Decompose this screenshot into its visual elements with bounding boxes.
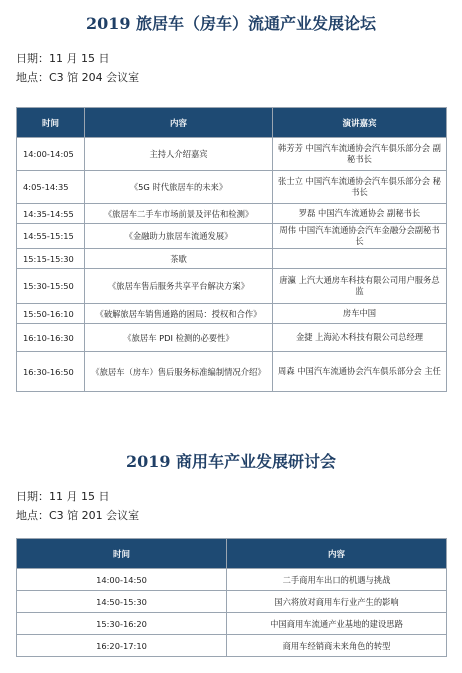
forum2-schedule-table [16,538,447,657]
topic-cell: 《旅居车售后服务共享平台解决方案》 [85,269,273,304]
topic-cell: 二手商用车出口的机遇与挑战 [227,569,447,591]
table-row [17,249,447,269]
topic-cell: 国六将放对商用车行业产生的影响 [227,591,447,613]
speaker-cell: 张士立 中国汽车流通协会汽车俱乐部分会 秘书长 [273,171,447,204]
time-cell: 14:35-14:55 [17,204,85,224]
topic-cell: 《旅居车二手车市场前景及评估和检测》 [85,204,273,224]
header-content: 内容 [227,539,447,569]
table-row [17,635,447,657]
header-content: 内容 [85,108,273,138]
table-header-row [17,108,447,138]
table-row [17,591,447,613]
forum1-title: 2019 旅居车（房车）流通产业发展论坛 [85,14,377,33]
forum2-title: 2019 商用车产业发展研讨会 [125,452,337,471]
time-cell: 14:55-15:15 [17,224,85,249]
table-header-row [17,539,447,569]
time-cell: 14:50-15:30 [17,591,227,613]
speaker-cell: 金捷 上海沁木科技有限公司总经理 [273,324,447,352]
speaker-cell: 周森 中国汽车流通协会汽车俱乐部分会 主任 [273,352,447,392]
table-row [17,569,447,591]
time-cell: 16:30-16:50 [17,352,85,392]
topic-cell: 《金融助力旅居车流通发展》 [85,224,273,249]
table-row [17,138,447,171]
speaker-cell: 房车中国 [273,304,447,324]
time-cell: 15:15-15:30 [17,249,85,269]
header-speaker: 演讲嘉宾 [273,108,447,138]
table-row [17,171,447,204]
speaker-cell: 韩芳芳 中国汽车流通协会汽车俱乐部分会 副秘书长 [273,138,447,171]
topic-cell: 中国商用车流通产业基地的建设思路 [227,613,447,635]
forum2-date: 日期：11 月 15 日 [16,490,110,503]
topic-cell: 《破解旅居车销售通路的困局：授权和合作》 [85,304,273,324]
forum2-venue: 地点：C3 馆 201 会议室 [16,509,140,522]
table-row [17,352,447,392]
table-row [17,269,447,304]
topic-cell: 茶歇 [85,249,273,269]
time-cell: 14:00-14:05 [17,138,85,171]
table-row [17,204,447,224]
time-cell: 4:05-14:35 [17,171,85,204]
topic-cell: 《5G 时代旅居车的未来》 [85,171,273,204]
forum1-date: 日期：11 月 15 日 [16,52,110,65]
table-row [17,304,447,324]
header-time: 时间 [17,108,85,138]
topic-cell: 商用车经销商未来角色的转型 [227,635,447,657]
topic-cell: 主持人介绍嘉宾 [85,138,273,171]
speaker-cell: 罗磊 中国汽车流通协会 副秘书长 [273,204,447,224]
topic-cell: 《旅居车 PDI 检测的必要性》 [85,324,273,352]
time-cell: 15:30-16:20 [17,613,227,635]
table-row [17,613,447,635]
forum1-schedule-table [16,107,447,392]
table-row [17,224,447,249]
time-cell: 15:50-16:10 [17,304,85,324]
time-cell: 14:00-14:50 [17,569,227,591]
speaker-cell: 周伟 中国汽车流通协会汽车金融分会副秘书长 [273,224,447,249]
table-row [17,324,447,352]
time-cell: 15:30-15:50 [17,269,85,304]
speaker-cell [273,249,447,269]
speaker-cell: 唐瀛 上汽大通房车科技有限公司用户服务总监 [273,269,447,304]
topic-cell: 《旅居车（房车）售后服务标准编制情况介绍》 [85,352,273,392]
time-cell: 16:20-17:10 [17,635,227,657]
forum1-venue: 地点：C3 馆 204 会议室 [16,71,140,84]
header-time: 时间 [17,539,227,569]
time-cell: 16:10-16:30 [17,324,85,352]
